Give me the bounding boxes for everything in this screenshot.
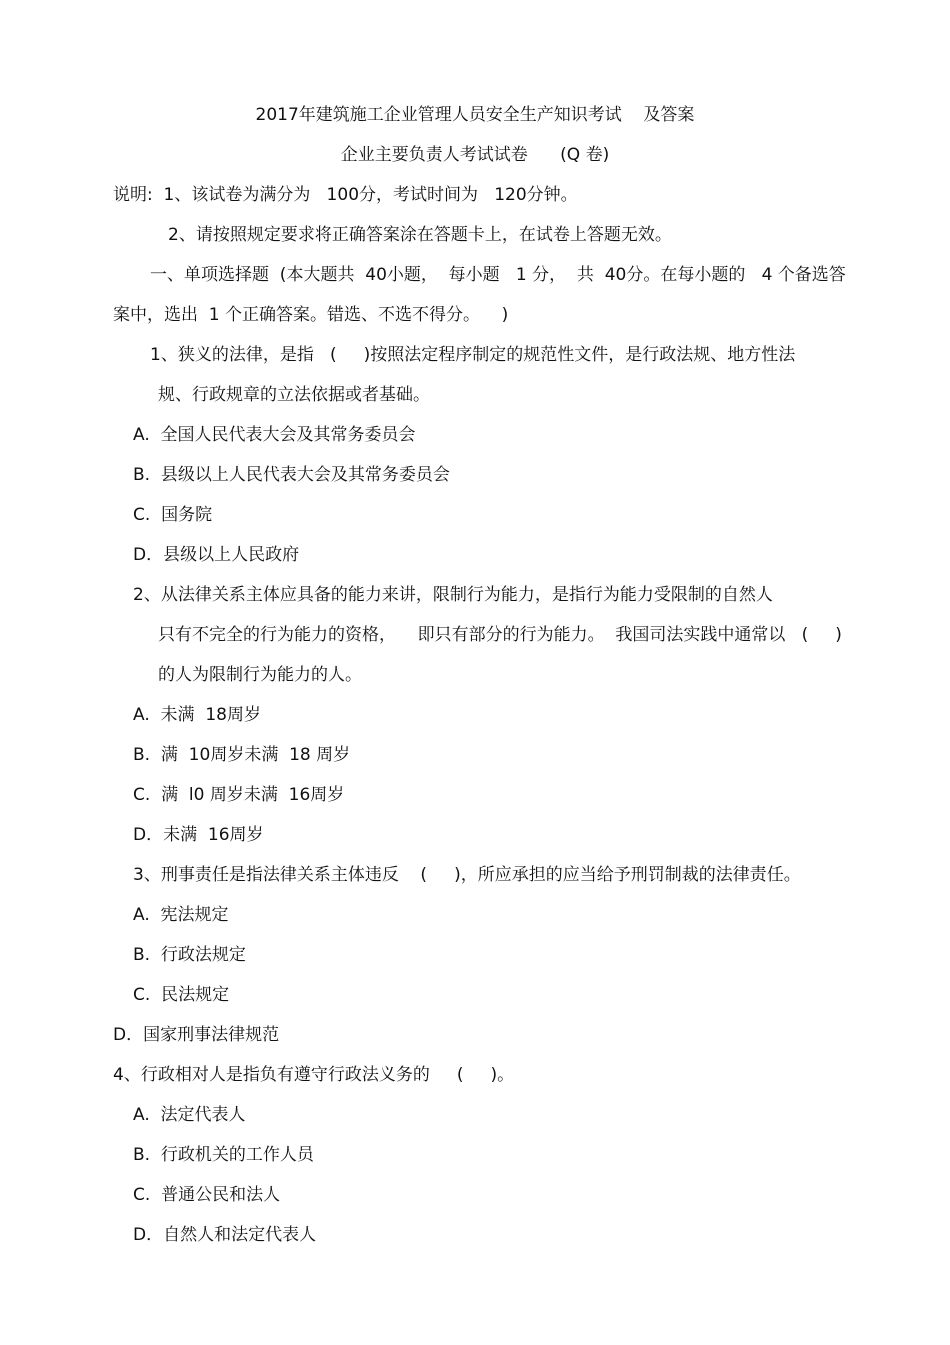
section-header-line-2: 案中，选出 1 个正确答案。错选、不选不得分。 ) bbox=[113, 305, 509, 325]
question-4-option-c: C. 普通公民和法人 bbox=[133, 1185, 281, 1205]
question-1-option-c: C. 国务院 bbox=[133, 505, 213, 525]
question-4-option-a: A. 法定代表人 bbox=[133, 1105, 246, 1125]
exam-title: 2017年建筑施工企业管理人员安全生产知识考试 及答案 bbox=[255, 105, 695, 125]
question-2-stem: 只有不完全的行为能力的资格， 即只有部分的行为能力。 我国司法实践中通常以 ( ) bbox=[158, 625, 842, 645]
question-4-stem: 4、行政相对人是指负有遵守行政法义务的 ( )。 bbox=[113, 1065, 515, 1085]
instruction-line-2: 2、请按照规定要求将正确答案涂在答题卡上，在试卷上答题无效。 bbox=[168, 225, 672, 245]
question-2-stem: 的人为限制行为能力的人。 bbox=[158, 665, 362, 685]
question-3-option-b: B. 行政法规定 bbox=[133, 945, 246, 965]
question-1-stem: 规、行政规章的立法依据或者基础。 bbox=[158, 385, 430, 405]
section-header-line-1: 一、单项选择题 (本大题共 40小题， 每小题 1 分， 共 40分。在每小题的 4 个备选答 bbox=[150, 265, 846, 285]
question-3-option-a: A. 宪法规定 bbox=[133, 905, 229, 925]
question-2-option-c: C. 满 l0 周岁未满 16周岁 bbox=[133, 785, 345, 805]
question-1-option-d: D．县级以上人民政府 bbox=[133, 545, 300, 565]
question-2-option-a: A. 未满 18周岁 bbox=[133, 705, 261, 725]
question-3-option-c: C. 民法规定 bbox=[133, 985, 230, 1005]
question-3-option-d: D．国家刑事法律规范 bbox=[113, 1025, 280, 1045]
exam-subtitle: 企业主要负责人考试试卷 (Q 卷) bbox=[340, 145, 610, 165]
question-4-option-b: B. 行政机关的工作人员 bbox=[133, 1145, 314, 1165]
question-2-option-d: D．未满 16周岁 bbox=[133, 825, 264, 845]
question-2-stem: 2、从法律关系主体应具备的能力来讲，限制行为能力，是指行为能力受限制的自然人 bbox=[133, 585, 773, 605]
question-4-option-d: D．自然人和法定代表人 bbox=[133, 1225, 317, 1245]
question-1-option-a: A. 全国人民代表大会及其常务委员会 bbox=[133, 425, 416, 445]
question-1-stem: 1、狭义的法律，是指 ( )按照法定程序制定的规范性文件，是行政法规、地方性法 bbox=[150, 345, 796, 365]
question-2-option-b: B. 满 10周岁未满 18 周岁 bbox=[133, 745, 351, 765]
question-3-stem: 3、刑事责任是指法律关系主体违反 ( )，所应承担的应当给予刑罚制裁的法律责任。 bbox=[133, 865, 801, 885]
question-1-option-b: B. 县级以上人民代表大会及其常务委员会 bbox=[133, 465, 450, 485]
instruction-line-1: 说明: 1、该试卷为满分为 100分，考试时间为 120分钟。 bbox=[113, 185, 578, 205]
